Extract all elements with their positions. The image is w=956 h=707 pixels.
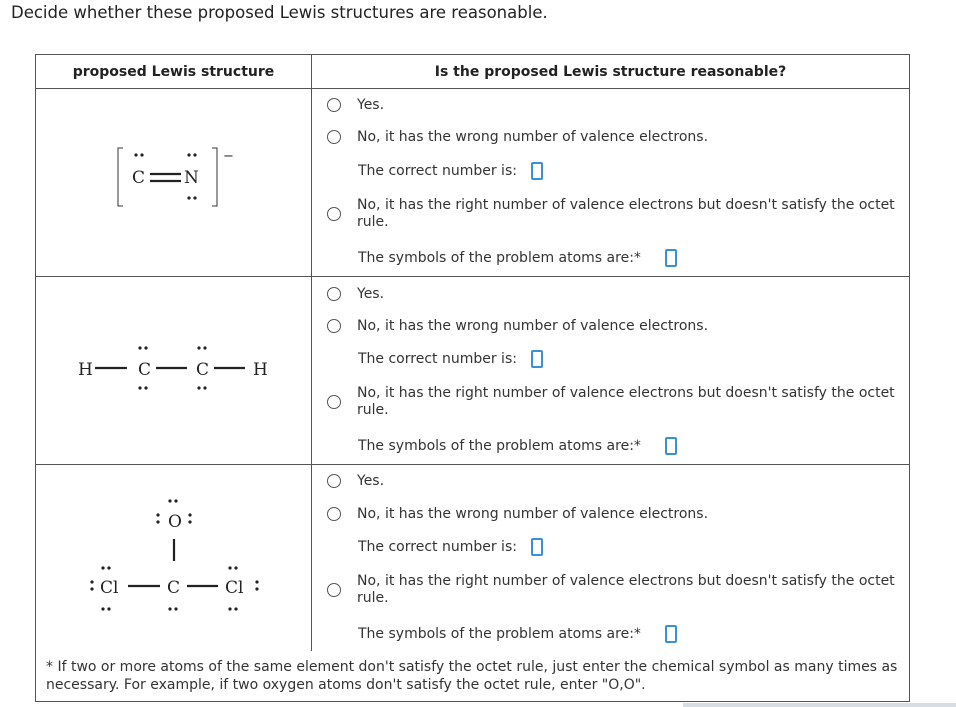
structure-row-2 — [36, 277, 909, 465]
structure-cell-3 — [36, 465, 312, 651]
structure-cell-1 — [36, 89, 312, 276]
scrollbar-track[interactable] — [683, 703, 956, 707]
correct-number-input[interactable] — [531, 162, 543, 180]
instruction-text: Decide whether these proposed Lewis structures are reasonable. — [11, 3, 548, 22]
footnote: * If two or more atoms of the same element don't satisfy the octet rule, just enter the chemical symbol as many times as necessary. For example, if two oxygen atoms don't satisfy the octet rule, enter "O,O". — [46, 659, 898, 693]
option-wrong-valence[interactable]: No, it has the wrong number of valence electrons. — [327, 318, 708, 335]
problem-atoms-input[interactable] — [665, 625, 677, 643]
atom-o: O — [168, 512, 182, 532]
option-yes[interactable]: Yes. — [327, 97, 384, 114]
option-wrong-valence[interactable]: No, it has the wrong number of valence electrons. — [327, 506, 708, 523]
atom-c: C — [167, 578, 181, 598]
lewis-structure-cocl2 — [36, 465, 312, 653]
radio-button[interactable] — [327, 98, 341, 112]
radio-button[interactable] — [327, 395, 341, 409]
atom-c2: C — [196, 360, 210, 380]
radio-button[interactable] — [327, 583, 341, 597]
atom-h-left: H — [78, 360, 93, 380]
atom-cl-right: Cl — [225, 578, 244, 598]
radio-button[interactable] — [327, 207, 341, 221]
radio-button[interactable] — [327, 507, 341, 521]
option-yes[interactable]: Yes. — [327, 473, 384, 490]
problem-atoms-row: The symbols of the problem atoms are:* — [358, 437, 677, 455]
charge-label: − — [223, 149, 234, 164]
structure-cell-2 — [36, 277, 312, 464]
atom-cl-left: Cl — [100, 578, 119, 598]
answer-cell-1 — [312, 89, 909, 276]
problem-atoms-row: The symbols of the problem atoms are:* — [358, 249, 677, 267]
correct-number-row: The correct number is: — [358, 538, 543, 556]
column-header-question: Is the proposed Lewis structure reasonable? — [312, 55, 909, 89]
lewis-structure-c2h2 — [36, 277, 312, 465]
radio-button[interactable] — [327, 130, 341, 144]
problem-atoms-input[interactable] — [665, 249, 677, 267]
answer-cell-2 — [312, 277, 909, 464]
option-octet[interactable]: No, it has the right number of valence electrons but doesn't satisfy the octet rule. — [327, 197, 897, 231]
correct-number-row: The correct number is: — [358, 162, 543, 180]
structure-row-3 — [36, 465, 909, 653]
problem-atoms-input[interactable] — [665, 437, 677, 455]
radio-button[interactable] — [327, 287, 341, 301]
radio-button[interactable] — [327, 474, 341, 488]
structure-row-1 — [36, 89, 909, 277]
option-octet[interactable]: No, it has the right number of valence electrons but doesn't satisfy the octet rule. — [327, 573, 897, 607]
lewis-structure-cyanide — [36, 89, 312, 277]
radio-button[interactable] — [327, 319, 341, 333]
correct-number-row: The correct number is: — [358, 350, 543, 368]
correct-number-input[interactable] — [531, 538, 543, 556]
atom-c: C — [132, 168, 146, 188]
problem-atoms-row: The symbols of the problem atoms are:* — [358, 625, 677, 643]
answer-cell-3 — [312, 465, 909, 653]
column-header-structure: proposed Lewis structure — [36, 55, 312, 89]
option-wrong-valence[interactable]: No, it has the wrong number of valence electrons. — [327, 129, 708, 146]
atom-c1: C — [138, 360, 152, 380]
option-yes[interactable]: Yes. — [327, 286, 384, 303]
atom-h-right: H — [253, 360, 268, 380]
lewis-structure-table — [35, 54, 910, 702]
option-octet[interactable]: No, it has the right number of valence electrons but doesn't satisfy the octet rule. — [327, 385, 897, 419]
atom-n: N — [184, 168, 199, 188]
correct-number-input[interactable] — [531, 350, 543, 368]
